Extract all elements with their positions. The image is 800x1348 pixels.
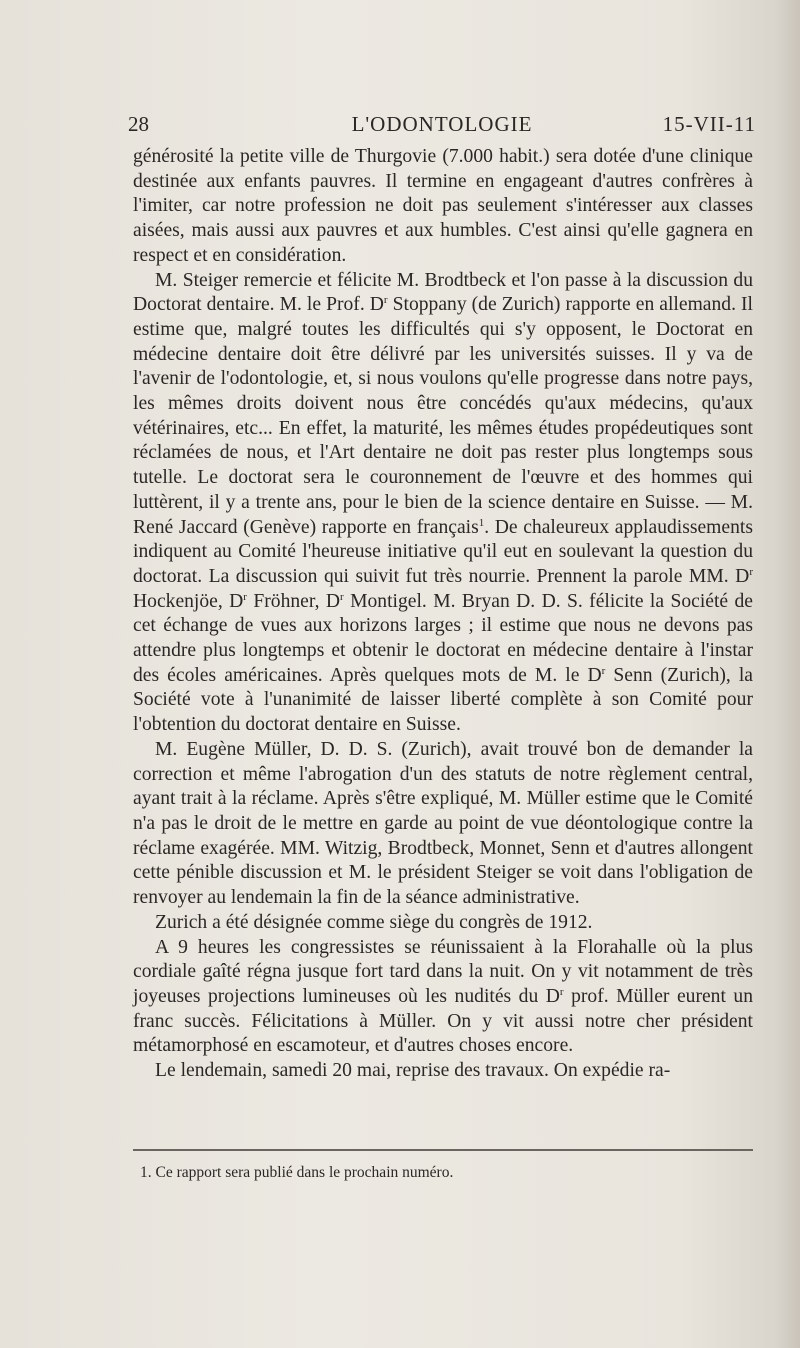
paragraph-3	[133, 738, 753, 911]
paragraph-1	[133, 145, 753, 269]
issue-date: 15-VII-11	[662, 112, 756, 136]
paragraph-2-text-b: Stoppany (de Zurich) rapporte en allemand. Il estime que, malgré toutes les difficultés qui s'y opposent, le Doctorat en médecine dentaire doit être délivré par les universités suisses. Il y va de l'avenir de l'odontologie, et, si nous voulons qu'elle progresse dans notre pays, les mêmes droits doivent nous être concédés qu'aux médecins, qu'aux vétérinaires, etc... En effet, la maturité, les mêmes études propédeutiques sont réclamées de nous, et l'Art dentaire ne doit pas rester plus longtemps sous tutelle. Le doctorat sera le couronnement de l'œuvre et des hommes qui luttèrent, il y a trente ans, pour le bien de la science dentaire en Suisse. — M. René Jaccard (Genève) rapporte en français	[133, 294, 753, 538]
dr-superscript: r	[383, 294, 388, 307]
footnote-divider	[133, 1149, 753, 1151]
paragraph-5	[133, 936, 753, 1060]
paragraph-4-text: Zurich a été désignée comme siège du congrès de 1912.	[155, 911, 593, 933]
paragraph-5-text-b: prof. Müller eurent un franc succès. Félicitations à Müller. On y vit aussi notre cher président métamorphosé en escamoteur, et d'autres choses encore.	[133, 985, 753, 1057]
paragraph-4	[133, 911, 753, 936]
paragraph-3-text: M. Eugène Müller, D. D. S. (Zurich), avait trouvé bon de demander la correction et même l'abrogation d'un des statuts de notre règlement central, ayant trait à la réclame. Après s'être expliqué, M. Müller estime que le Comité n'a pas le droit de le mettre en garde au point de vue déontologique contre la réclame exagérée. MM. Witzig, Brodtbeck, Monnet, Senn et d'autres allongent cette pénible discussion et M. le président Steiger se voit dans l'obligation de renvoyer au lendemain la fin de la séance administrative.	[133, 738, 753, 909]
paragraph-2	[133, 269, 753, 738]
paragraph-2-text-f: Montigel. M. Bryan D. D. S. félicite la Société de cet échange de vues aux horizons larges ; il estime que nous ne devons pas attendre plus longtemps et obtenir le doctorat en médecine dentaire à l'instar des écoles américaines. Après quelques mots de M. le D	[133, 590, 753, 686]
paragraph-2-text-a: M. Steiger remercie et félicite M. Brodtbeck et l'on passe à la discussion du Doctorat dentaire. M. le Prof. D	[133, 269, 753, 316]
paragraph-2-text-d: Hockenjöe, D	[133, 590, 244, 612]
footnote	[140, 1163, 740, 1183]
article-body	[133, 145, 753, 1084]
page-number: 28	[128, 112, 149, 136]
journal-title: L'ODONTOLOGIE	[351, 112, 533, 136]
dr-superscript: r	[243, 590, 247, 603]
footnote-text: Ce rapport sera publié dans le prochain numéro.	[151, 1164, 454, 1181]
paragraph-2-text-c: . De chaleureux applaudissements indiquent au Comité l'heureuse initiative qu'il eut en soulevant la question du doctorat. La discussion qui suivit fut très nourrie. Prennent la parole MM. D	[133, 516, 753, 587]
paragraph-5-text-a: A 9 heures les congressistes se réunissaient à la Florahalle où la plus cordiale gaîté régna jusque fort tard dans la nuit. On y vit notamment de très joyeuses projections lumineuses où les nudités du D	[133, 936, 753, 1007]
paragraph-6	[133, 1059, 753, 1084]
running-header	[128, 112, 756, 142]
paragraph-6-text: Le lendemain, samedi 20 mai, reprise des travaux. On expédie ra-	[155, 1060, 671, 1082]
dr-superscript: r	[340, 590, 344, 603]
dr-superscript: r	[749, 565, 753, 578]
dr-superscript: r	[601, 664, 606, 677]
paragraph-2-text-e: Fröhner, D	[246, 590, 341, 612]
footnote-number: 1.	[140, 1164, 152, 1181]
dr-superscript: r	[559, 985, 564, 998]
paragraph-1-text: générosité la petite ville de Thurgovie (7.000 habit.) sera dotée d'une clinique destinée aux enfants pauvres. Il termine en engageant d'autres confrères à l'imiter, car notre profession ne doit pas seulement s'intéresser aux classes aisées, mais aussi aux pauvres et aux humbles. C'est ainsi qu'elle gagnera en respect et en considération.	[133, 146, 753, 266]
footnote-reference[interactable]: 1	[478, 516, 485, 529]
paragraph-2-text-g: Senn (Zurich), la Société vote à l'unanimité de laisser liberté complète à son Comité pour l'obtention du doctorat dentaire en Suisse.	[133, 664, 753, 736]
